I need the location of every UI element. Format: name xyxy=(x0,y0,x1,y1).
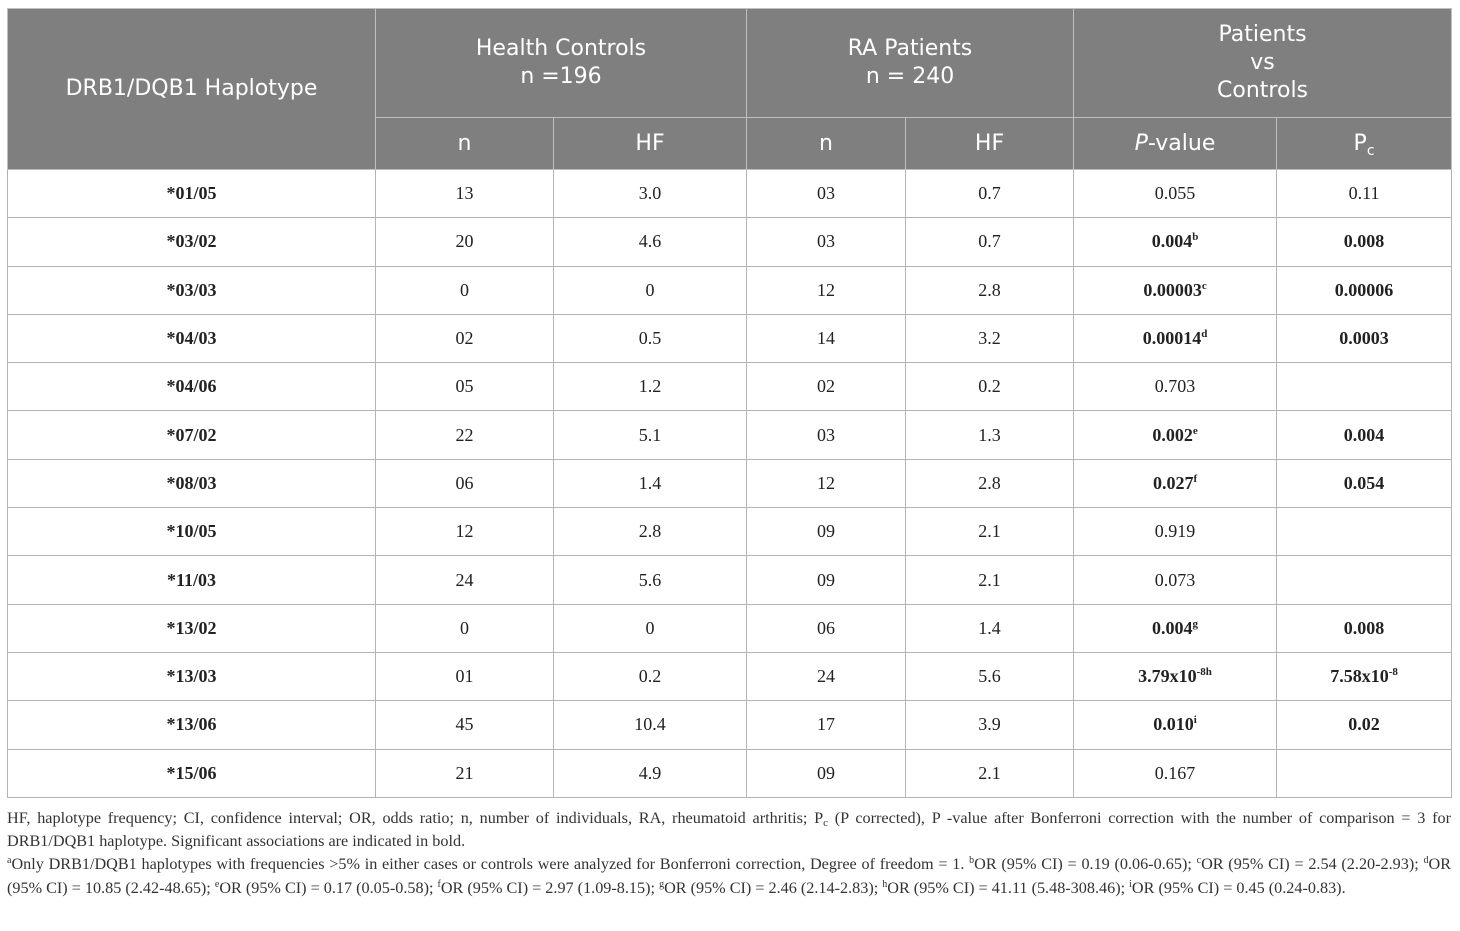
pc-cell xyxy=(1277,459,1452,507)
controls-hf-cell xyxy=(554,556,747,604)
patients-hf-cell xyxy=(906,701,1074,749)
p-value-cell-value: 0.919 xyxy=(1154,521,1196,542)
patients-n-cell-value: 12 xyxy=(817,472,836,493)
controls-n-cell xyxy=(376,556,554,604)
patients-hf-cell-value: 0.7 xyxy=(978,183,1001,204)
controls-n-cell xyxy=(376,459,554,507)
table-row xyxy=(8,508,1452,556)
patients-n-cell-value: 02 xyxy=(817,376,836,397)
comparison-group-header xyxy=(1074,9,1452,118)
pc-cell xyxy=(1277,652,1452,700)
controls-hf-cell xyxy=(554,266,747,314)
table-row xyxy=(8,604,1452,652)
patients-hf-cell xyxy=(906,459,1074,507)
patients-n-cell xyxy=(747,508,906,556)
patients-hf-cell-value: 2.1 xyxy=(978,569,1001,590)
controls-n-cell xyxy=(376,701,554,749)
patients-n-cell-value: 17 xyxy=(817,714,836,735)
footnote-text: OR (95% CI) = 0.19 (0.06-0.65); xyxy=(974,855,1197,874)
controls-n-cell xyxy=(376,749,554,797)
controls-n-cell-value: 24 xyxy=(455,569,474,590)
controls-hf-cell-value: 5.1 xyxy=(638,424,662,445)
haplotype-cell xyxy=(8,508,376,556)
p-value-cell-value: 0.004 xyxy=(1152,617,1193,638)
patients-hf-cell-value: 2.8 xyxy=(978,472,1001,493)
table-row xyxy=(8,266,1452,314)
controls-n-cell-value: 05 xyxy=(455,376,474,397)
pc-cell xyxy=(1277,749,1452,797)
haplotype-cell-value: *08/03 xyxy=(166,472,217,493)
table-footnotes xyxy=(7,807,1451,900)
patients-hf-cell xyxy=(906,314,1074,362)
pc-cell xyxy=(1277,266,1452,314)
pc-cell-value: 7.58x10 xyxy=(1330,666,1389,687)
patients-n-cell xyxy=(747,170,906,218)
controls-hf-cell xyxy=(554,749,747,797)
table-row xyxy=(8,170,1452,218)
p-value-cell-value: 0.002 xyxy=(1152,424,1193,445)
controls-n-cell-value: 12 xyxy=(455,521,474,542)
haplotype-cell-value: *11/03 xyxy=(166,569,216,590)
patients-n-header: n xyxy=(747,118,906,170)
footnote-text: OR (95% CI) = 2.46 (2.14-2.83); xyxy=(664,878,883,897)
patients-n-cell xyxy=(747,604,906,652)
p-value-cell xyxy=(1074,652,1277,700)
footnote-text: Only DRB1/DQB1 haplotypes with frequencies >5% in either cases or controls were analyzed for Bonferroni correction, Degree of freedom = 1. xyxy=(11,855,970,874)
patients-hf-header: HF xyxy=(906,118,1074,170)
patients-hf-cell-value: 2.1 xyxy=(978,521,1001,542)
controls-header-line2: n =196 xyxy=(520,64,602,89)
patients-hf-cell xyxy=(906,508,1074,556)
p-value-cell xyxy=(1074,170,1277,218)
p-value-cell-value: 0.00003 xyxy=(1143,279,1202,300)
p-value-cell-superscript: b xyxy=(1192,231,1199,244)
patients-n-cell-value: 03 xyxy=(817,424,836,445)
haplotype-header: DRB1/DQB1 Haplotype xyxy=(8,9,376,170)
pc-cell xyxy=(1277,170,1452,218)
patients-header-line1: RA Patients xyxy=(847,36,973,61)
patients-header-line2: n = 240 xyxy=(865,64,955,89)
p-value-cell-superscript: f xyxy=(1193,472,1198,485)
controls-n-cell-value: 06 xyxy=(455,472,474,493)
footnote-mark: g xyxy=(659,878,665,890)
controls-n-cell-value: 21 xyxy=(455,762,474,783)
table-row xyxy=(8,749,1452,797)
footnote-text: OR (95% CI) = 2.54 (2.20-2.93); xyxy=(1201,855,1424,874)
controls-n-cell-value: 0 xyxy=(460,279,469,300)
controls-n-cell xyxy=(376,652,554,700)
pc-header-main: P xyxy=(1353,130,1367,156)
patients-n-cell xyxy=(747,459,906,507)
patients-hf-cell-value: 0.2 xyxy=(978,376,1001,397)
haplotype-cell xyxy=(8,749,376,797)
patients-n-cell-value: 09 xyxy=(817,762,836,783)
patients-n-cell-value: 14 xyxy=(817,328,836,349)
patients-hf-cell-value: 2.8 xyxy=(978,279,1001,300)
p-value-cell-value: 0.00014 xyxy=(1142,328,1202,349)
controls-hf-cell xyxy=(554,508,747,556)
pc-cell xyxy=(1277,314,1452,362)
pc-cell-value: 0.008 xyxy=(1343,617,1385,638)
controls-n-cell-value: 01 xyxy=(455,666,474,687)
footnote-text: OR (95% CI) = 2.97 (1.09-8.15); xyxy=(440,878,660,897)
patients-hf-cell xyxy=(906,604,1074,652)
table-row xyxy=(8,652,1452,700)
pc-cell-value: 0.008 xyxy=(1343,231,1385,252)
patients-n-cell xyxy=(747,363,906,411)
p-value-cell xyxy=(1074,604,1277,652)
pc-cell xyxy=(1277,604,1452,652)
controls-hf-cell xyxy=(554,604,747,652)
abbreviations-note xyxy=(7,807,1451,853)
controls-n-header: n xyxy=(376,118,554,170)
patients-hf-cell-value: 2.1 xyxy=(978,762,1001,783)
patients-n-cell xyxy=(747,218,906,266)
patients-n-cell-value: 12 xyxy=(817,279,836,300)
patients-hf-cell xyxy=(906,652,1074,700)
controls-hf-cell-value: 0.2 xyxy=(638,666,662,687)
p-value-cell-value: 3.79x10 xyxy=(1138,666,1197,687)
patients-n-cell xyxy=(747,411,906,459)
pc-cell-value: 0.0003 xyxy=(1339,328,1389,349)
patients-n-cell xyxy=(747,749,906,797)
controls-hf-cell xyxy=(554,411,747,459)
controls-hf-cell-value: 0.5 xyxy=(638,328,662,349)
patients-n-cell-value: 03 xyxy=(817,231,836,252)
footnote-mark: d xyxy=(1423,855,1429,867)
p-value-cell-value: 0.055 xyxy=(1154,183,1196,204)
footnote-mark: h xyxy=(882,878,888,890)
p-value-cell xyxy=(1074,701,1277,749)
p-value-cell-superscript: e xyxy=(1192,424,1198,437)
footnote-text: OR (95% CI) = 10.85 (2.42-48.65); xyxy=(7,855,1451,897)
table-row xyxy=(8,556,1452,604)
controls-n-cell-value: 02 xyxy=(455,328,474,349)
p-value-cell-value: 0.004 xyxy=(1151,231,1193,252)
controls-n-cell-value: 45 xyxy=(455,714,474,735)
pc-cell-value: 0.054 xyxy=(1343,472,1385,493)
footnote-mark: a xyxy=(7,855,12,867)
patients-n-cell-value: 06 xyxy=(817,617,836,638)
haplotype-cell xyxy=(8,218,376,266)
p-value-cell-value: 0.073 xyxy=(1154,569,1196,590)
controls-hf-cell xyxy=(554,701,747,749)
controls-hf-cell-value: 3.0 xyxy=(638,183,662,204)
p-value-cell-value: 0.167 xyxy=(1154,762,1196,783)
pc-cell-value: 0.004 xyxy=(1343,424,1385,445)
controls-hf-cell-value: 4.9 xyxy=(638,762,662,783)
footnote-list xyxy=(7,853,1451,899)
patients-hf-cell xyxy=(906,363,1074,411)
footnote-text: OR (95% CI) = 0.45 (0.24-0.83). xyxy=(1131,878,1346,897)
p-value-cell xyxy=(1074,508,1277,556)
pc-header xyxy=(1277,118,1452,170)
controls-hf-cell-value: 4.6 xyxy=(638,231,662,252)
haplotype-cell-value: *13/03 xyxy=(166,666,217,687)
haplotype-cell xyxy=(8,170,376,218)
haplotype-cell-value: *03/02 xyxy=(166,231,217,252)
p-value-cell-superscript: g xyxy=(1192,617,1199,630)
pc-cell xyxy=(1277,508,1452,556)
footnote-text: OR (95% CI) = 41.11 (5.48-308.46); xyxy=(887,878,1130,897)
comparison-header-line3: Controls xyxy=(1217,78,1309,103)
patients-hf-cell xyxy=(906,266,1074,314)
pc-cell-value: 0.11 xyxy=(1348,183,1380,204)
pc-header-sub: c xyxy=(1366,142,1375,159)
haplotype-cell-value: *15/06 xyxy=(166,762,217,783)
controls-hf-cell-value: 1.4 xyxy=(638,472,662,493)
pc-cell xyxy=(1277,218,1452,266)
controls-hf-cell xyxy=(554,652,747,700)
haplotype-cell-value: *04/06 xyxy=(166,376,217,397)
haplotype-cell xyxy=(8,459,376,507)
pc-cell xyxy=(1277,701,1452,749)
table-row xyxy=(8,363,1452,411)
patients-n-cell-value: 24 xyxy=(817,666,836,687)
p-value-header-rest: -value xyxy=(1147,130,1216,156)
patients-n-cell-value: 09 xyxy=(817,521,836,542)
abbrev-text-2: (P corrected), P -value after Bonferroni correction with the number of comparison = 3 for DRB1/DQB1 haplotype. Significant associations are indicated in bold. xyxy=(7,809,1451,851)
patients-n-cell-value: 09 xyxy=(817,569,836,590)
table-row xyxy=(8,218,1452,266)
patients-n-cell xyxy=(747,556,906,604)
p-value-cell-value: 0.703 xyxy=(1154,376,1196,397)
patients-n-cell xyxy=(747,314,906,362)
p-value-cell xyxy=(1074,266,1277,314)
controls-n-cell xyxy=(376,508,554,556)
controls-hf-cell-value: 10.4 xyxy=(634,714,666,735)
controls-hf-cell-value: 0 xyxy=(645,279,655,300)
controls-n-cell xyxy=(376,604,554,652)
patients-hf-cell xyxy=(906,411,1074,459)
pc-cell-superscript: -8 xyxy=(1388,666,1398,679)
pc-cell xyxy=(1277,556,1452,604)
p-value-cell xyxy=(1074,556,1277,604)
haplotype-cell xyxy=(8,411,376,459)
controls-hf-cell-value: 5.6 xyxy=(638,569,662,590)
haplotype-cell-value: *10/05 xyxy=(166,521,217,542)
haplotype-cell xyxy=(8,701,376,749)
controls-n-cell xyxy=(376,266,554,314)
table-row xyxy=(8,459,1452,507)
controls-hf-cell xyxy=(554,170,747,218)
controls-hf-cell xyxy=(554,459,747,507)
p-value-cell xyxy=(1074,459,1277,507)
controls-header-line1: Health Controls xyxy=(475,36,647,61)
table-row xyxy=(8,701,1452,749)
p-value-cell xyxy=(1074,363,1277,411)
haplotype-cell-value: *04/03 xyxy=(166,328,217,349)
p-value-header xyxy=(1074,118,1277,170)
patients-n-cell-value: 03 xyxy=(817,183,836,204)
abbrev-text-1: HF, haplotype frequency; CI, confidence interval; OR, odds ratio; n, number of individuals, RA, rheumatoid arthritis; P xyxy=(7,809,824,827)
controls-n-cell xyxy=(376,218,554,266)
pc-cell xyxy=(1277,363,1452,411)
haplotype-cell xyxy=(8,652,376,700)
footnote-mark: i xyxy=(1129,878,1132,890)
p-value-cell-value: 0.027 xyxy=(1152,472,1194,493)
controls-n-cell xyxy=(376,170,554,218)
controls-hf-header: HF xyxy=(554,118,747,170)
p-value-cell xyxy=(1074,218,1277,266)
patients-n-cell xyxy=(747,266,906,314)
p-value-cell-superscript: i xyxy=(1193,714,1197,727)
pc-cell-value: 0.00006 xyxy=(1334,279,1394,300)
patients-hf-cell-value: 0.7 xyxy=(978,231,1001,252)
p-value-cell-superscript: c xyxy=(1201,279,1207,292)
patients-hf-cell xyxy=(906,749,1074,797)
haplotype-cell-value: *03/03 xyxy=(166,279,217,300)
patients-hf-cell xyxy=(906,556,1074,604)
p-value-cell-superscript: d xyxy=(1201,328,1208,341)
patients-n-cell xyxy=(747,652,906,700)
controls-hf-cell xyxy=(554,218,747,266)
patients-hf-cell-value: 1.3 xyxy=(978,424,1001,445)
controls-n-cell-value: 13 xyxy=(455,183,474,204)
comparison-header-line1: Patients xyxy=(1218,22,1307,47)
patients-hf-cell-value: 3.2 xyxy=(978,328,1001,349)
p-value-cell-value: 0.010 xyxy=(1153,714,1194,735)
table-row xyxy=(8,411,1452,459)
p-value-cell xyxy=(1074,411,1277,459)
controls-hf-cell-value: 0 xyxy=(645,617,655,638)
haplotype-cell xyxy=(8,314,376,362)
p-value-cell xyxy=(1074,749,1277,797)
controls-hf-cell-value: 2.8 xyxy=(638,521,662,542)
controls-n-cell-value: 0 xyxy=(460,617,469,638)
haplotype-cell xyxy=(8,604,376,652)
p-value-cell xyxy=(1074,314,1277,362)
controls-hf-cell-value: 1.2 xyxy=(638,376,662,397)
patients-group-header xyxy=(747,9,1074,118)
patients-hf-cell-value: 3.9 xyxy=(978,714,1001,735)
table-body xyxy=(8,170,1452,798)
controls-n-cell xyxy=(376,314,554,362)
controls-hf-cell xyxy=(554,314,747,362)
pc-cell xyxy=(1277,411,1452,459)
abbrev-sub: c xyxy=(823,817,829,829)
controls-n-cell-value: 22 xyxy=(455,424,474,445)
footnote-mark: c xyxy=(1196,855,1202,867)
p-value-cell-superscript: -8h xyxy=(1196,666,1212,679)
comparison-header-line2: vs xyxy=(1250,50,1275,75)
haplotype-cell xyxy=(8,363,376,411)
controls-n-cell xyxy=(376,363,554,411)
footnote-text: OR (95% CI) = 0.17 (0.05-0.58); xyxy=(219,878,438,897)
p-value-header-italic: P xyxy=(1134,130,1148,156)
controls-group-header xyxy=(376,9,747,118)
patients-hf-cell-value: 1.4 xyxy=(978,617,1001,638)
patients-n-cell xyxy=(747,701,906,749)
footnote-mark: b xyxy=(969,855,975,867)
table-row xyxy=(8,314,1452,362)
haplotype-cell-value: *13/06 xyxy=(166,714,217,735)
controls-hf-cell xyxy=(554,363,747,411)
haplotype-cell xyxy=(8,556,376,604)
patients-hf-cell-value: 5.6 xyxy=(978,666,1001,687)
haplotype-cell-value: *01/05 xyxy=(166,183,217,204)
controls-n-cell-value: 20 xyxy=(455,231,474,252)
haplotype-cell xyxy=(8,266,376,314)
haplotype-cell-value: *07/02 xyxy=(166,424,217,445)
patients-hf-cell xyxy=(906,218,1074,266)
footnote-mark: f xyxy=(437,878,441,890)
haplotype-table xyxy=(7,8,1452,798)
haplotype-cell-value: *13/02 xyxy=(166,617,217,638)
pc-cell-value: 0.02 xyxy=(1348,714,1380,735)
footnote-mark: e xyxy=(214,878,220,890)
controls-n-cell xyxy=(376,411,554,459)
patients-hf-cell xyxy=(906,170,1074,218)
